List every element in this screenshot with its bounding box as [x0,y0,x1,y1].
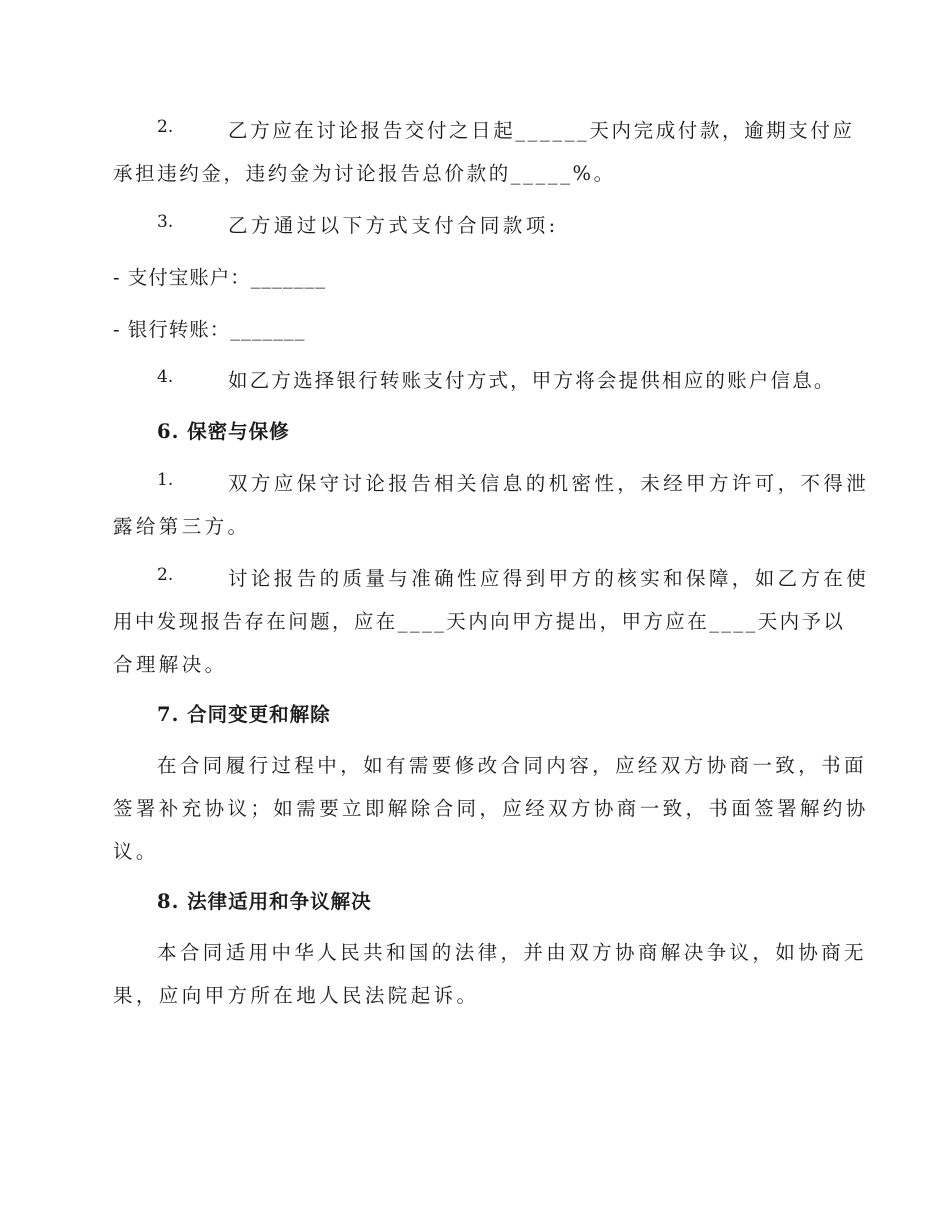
paragraph-line: 用中发现报告存在问题，应在____天内向甲方提出，甲方应在____天内予以 [113,610,846,633]
item-number: 4. [157,367,174,387]
paragraph-line: 签署补充协议；如需要立即解除合同，应经双方协商一致，书面签署解约协 [113,797,869,820]
payment-method-alipay: - 支付宝账户：_______ [113,266,327,289]
section-heading: 8. 法律适用和争议解决 [157,890,372,913]
paragraph-line: 承担违约金，违约金为讨论报告总价款的_____%。 [113,162,616,185]
paragraph-line: 讨论报告的质量与准确性应得到甲方的核实和保障，如乙方在使 [228,567,870,590]
paragraph-line: 如乙方选择银行转账支付方式，甲方将会提供相应的账户信息。 [228,369,836,392]
paragraph-line: 在合同履行过程中，如有需要修改合同内容，应经双方协商一致，书面 [157,754,867,777]
paragraph-line: 本合同适用中华人民共和国的法律，并由双方协商解决争议，如协商无 [157,941,867,964]
paragraph-line: 乙方应在讨论报告交付之日起______天内完成付款，逾期支付应 [228,119,855,142]
item-number: 3. [157,212,174,232]
item-number: 2. [157,565,174,585]
item-number: 1. [157,470,174,490]
paragraph-line: 果，应向甲方所在地人民法院起诉。 [113,984,480,1007]
section-heading: 7. 合同变更和解除 [157,703,331,726]
paragraph-line: 乙方通过以下方式支付合同款项: [228,214,559,237]
paragraph-line: 议。 [113,840,159,863]
paragraph-line: 合理解决。 [113,653,228,676]
section-heading: 6. 保密与保修 [157,420,290,443]
item-number: 2. [157,117,174,137]
paragraph-line: 露给第三方。 [113,515,251,538]
paragraph-line: 双方应保守讨论报告相关信息的机密性，未经甲方许可，不得泄 [228,472,870,495]
payment-method-bank: - 银行转账：_______ [113,318,306,341]
